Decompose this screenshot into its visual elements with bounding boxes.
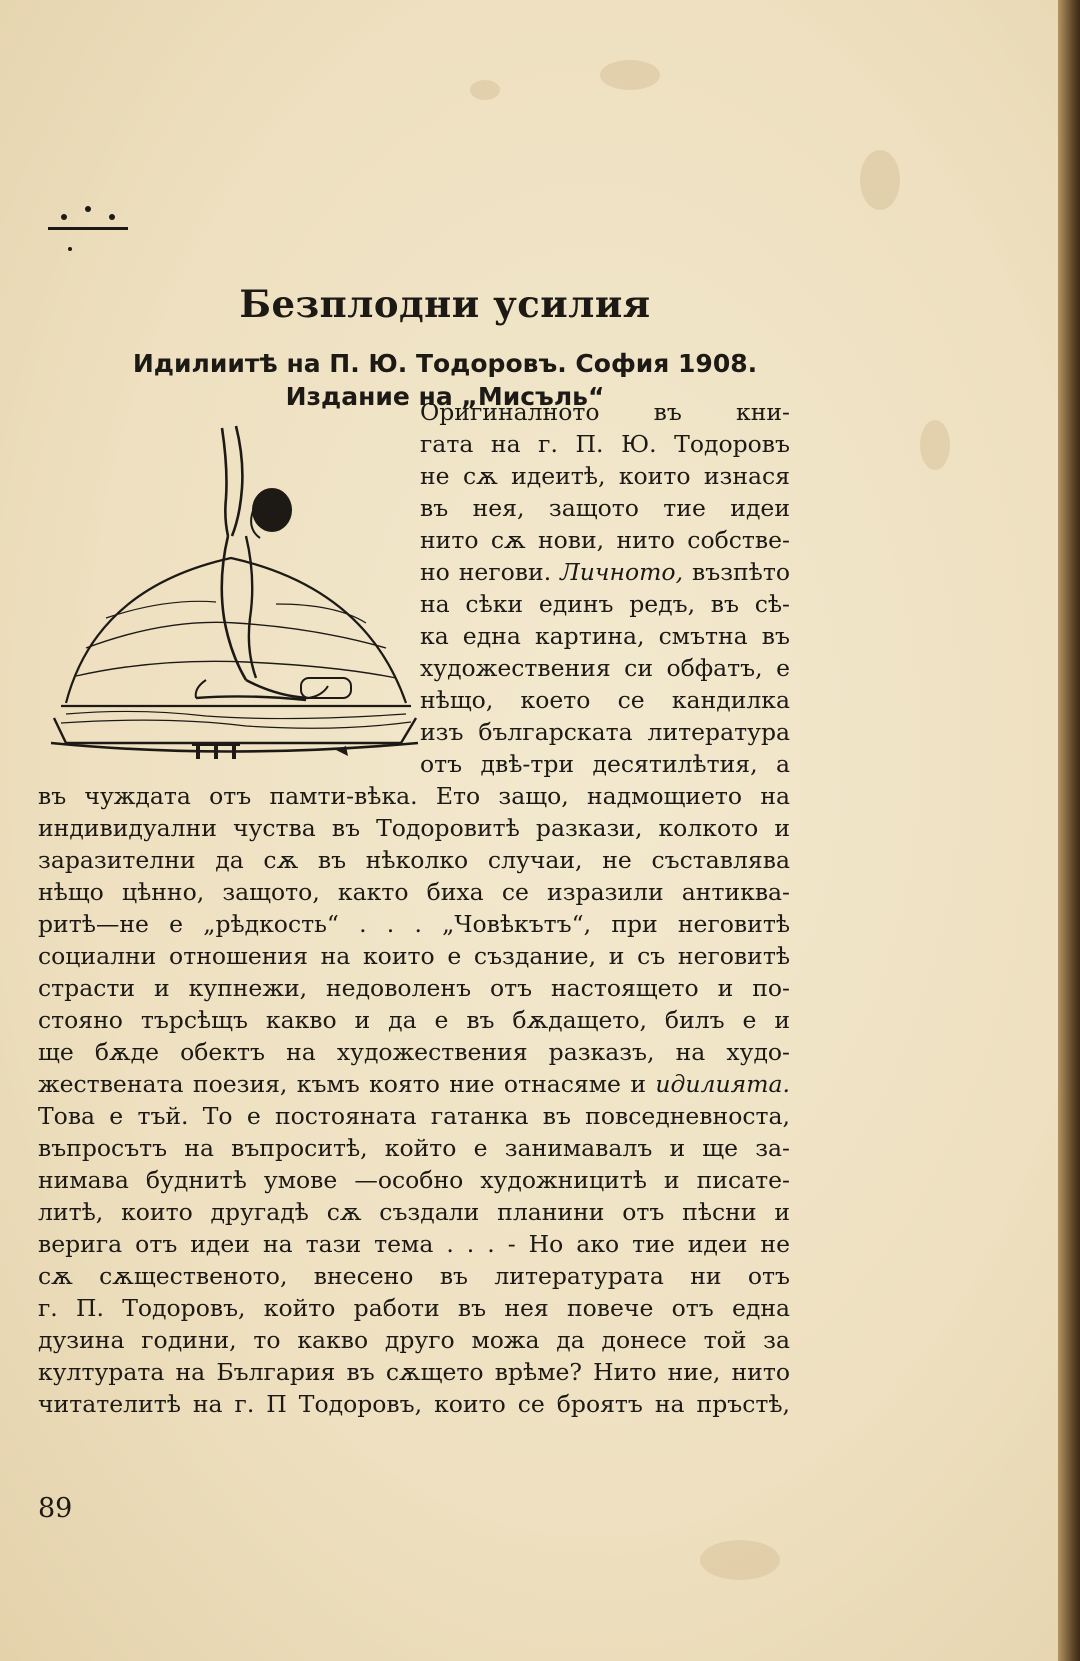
body-line: отъ двѣ-три десятилѣтия, а (420, 750, 790, 778)
body-line: ка една картина, смътна въ (420, 622, 790, 650)
body-line: Това е тъй. То е постояната гатанка въ повседневноста, (38, 1102, 790, 1130)
body-line: нимава буднитѣ умове —особно художницитѣ и писате- (38, 1166, 790, 1194)
dot-ornament-icon (46, 203, 131, 273)
body-line: на сѣки единъ редъ, въ сѣ- (420, 590, 790, 618)
body-line: читателитѣ на г. П Тодоровъ, които се броятъ на пръстѣ, (38, 1390, 790, 1418)
body-line: индивидуални чуства въ Тодоровитѣ разкази, колкото и (38, 814, 790, 842)
paper-stain (920, 420, 950, 470)
body-line: художествения си обфатъ, е (420, 654, 790, 682)
page-number: 89 (38, 1493, 73, 1524)
body-line: стояно търсѣщъ какво и да е въ бѫдащето, билъ е и (38, 1006, 790, 1034)
paper-stain (600, 60, 660, 90)
body-line: верига отъ идеи на тази тема . . . - Но ако тие идеи не (38, 1230, 790, 1258)
body-fragment: но негови. (420, 558, 552, 586)
body-line: литѣ, които другадѣ сѫ създали планини отъ пѣсни и (38, 1198, 790, 1226)
body-fragment: жествената поезия, къмъ която ние отнасяме и (38, 1070, 646, 1098)
body-fragment: възпѣто (692, 558, 790, 586)
publisher-line: Издание на „Мисъль“ (285, 382, 605, 411)
body-line: социални отношения на които е създание, и съ неговитѣ (38, 942, 790, 970)
body-line: не сѫ идеитѣ, които изнася (420, 462, 790, 490)
body-line-with-emphasis (38, 1069, 790, 1101)
emphasis-word: Личното, (560, 558, 684, 586)
body-line: нито сѫ нови, нито собстве- (420, 526, 790, 554)
body-line: гата на г. П. Ю. Тодоровъ (420, 430, 790, 458)
body-line: Оригиналното въ кни- (420, 398, 790, 426)
body-line-with-emphasis (420, 557, 790, 589)
body-line: сѫ сѫщественото, внесено въ литературата ни отъ (38, 1262, 790, 1290)
body-line: изъ българската литература (420, 718, 790, 746)
paper-stain (700, 1540, 780, 1580)
body-line: нѣщо, което се кандилка (420, 686, 790, 714)
body-line: въ нея, защото тие идеи (420, 494, 790, 522)
body-line: ще бѫде обектъ на художествения разказъ, на худо- (38, 1038, 790, 1066)
emphasis-word: идилията. (655, 1070, 790, 1098)
article-title: Безплодни усилия (239, 282, 651, 326)
kneeling-figure-illustration (46, 418, 430, 806)
article-subtitle: Идилиитѣ на П. Ю. Тодоровъ. София 1908. (132, 349, 758, 378)
body-line: г. П. Тодоровъ, който работи въ нея повече отъ една (38, 1294, 790, 1322)
body-line: въ чуждата отъ памти-вѣка. Ето защо, надмощието на (38, 782, 790, 810)
body-line: страсти и купнежи, недоволенъ отъ настоящето и по- (38, 974, 790, 1002)
body-line: ритѣ—не е „рѣдкость“ . . . „Човѣкътъ“, при неговитѣ (38, 910, 790, 938)
book-spine-shadow (1058, 0, 1080, 1661)
body-line: дузина години, то какво друго можа да донесе той за (38, 1326, 790, 1354)
body-line: нѣщо цѣнно, защото, както биха се изразили антиква- (38, 878, 790, 906)
body-line: заразителни да сѫ въ нѣколко случаи, не съставлява (38, 846, 790, 874)
body-line: въпросътъ на въпроситѣ, който е занимавалъ и ще за- (38, 1134, 790, 1162)
paper-stain (470, 80, 500, 100)
body-line: културата на България въ сѫщето врѣме? Нито ние, нито (38, 1358, 790, 1386)
paper-stain (860, 150, 900, 210)
